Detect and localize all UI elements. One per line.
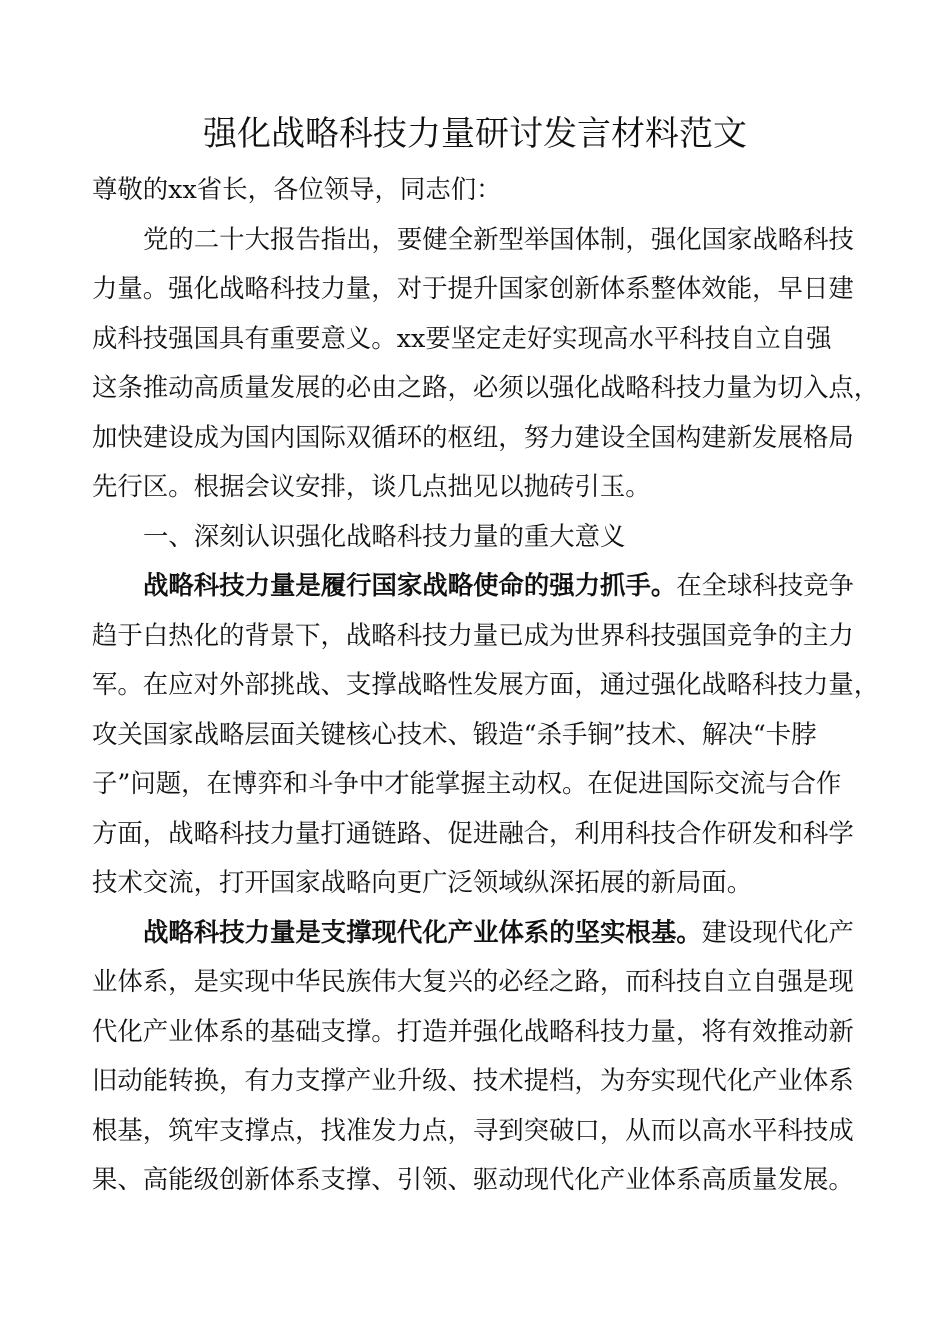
section-heading: 一、深刻认识强化战略科技力量的重大意义	[143, 520, 626, 551]
paragraph-line: 成科技强国具有重要意义。xx要坚定走好实现高水平科技自立自强	[92, 322, 832, 353]
document-title: 强化战略科技力量研讨发言材料范文	[203, 114, 747, 154]
paragraph-line: 先行区。根据会议安排，谈几点拙见以抛砖引玉。	[92, 471, 651, 501]
paragraph-industrial-foundation	[92, 908, 872, 1205]
paragraph-lead: 战略科技力量是履行国家战略使命的强力抓手。	[143, 570, 677, 600]
paragraph-text: 在全球科技竞争	[676, 570, 854, 600]
paragraph-line: 业体系，是实现中华民族伟大复兴的必经之路，而科技自立自强是现	[92, 966, 854, 996]
paragraph-line: 旧动能转换，有力支撑产业升级、技术提档，为夯实现代化产业体系	[92, 1065, 854, 1095]
paragraph-line: 这条推动高质量发展的必由之路，必须以强化战略科技力量为切入点，	[92, 372, 880, 402]
paragraph-line: 党的二十大报告指出，要健全新型举国体制，强化国家战略科技	[143, 223, 854, 254]
paragraph-lead: 战略科技力量是支撑现代化产业体系的坚实根基。	[143, 916, 702, 947]
paragraph-line	[92, 561, 872, 611]
paragraph-line: 趋于白热化的背景下，战略科技力量已成为世界科技强国竞争的主力	[92, 619, 854, 650]
paragraph-line: 子”问题，在博弈和斗争中才能掌握主动权。在促进国际交流与合作	[92, 768, 842, 798]
paragraph-text: 建设现代化产	[701, 916, 854, 947]
paragraph-line: 技术交流，打开国家战略向更广泛领域纵深拓展的新局面。	[92, 867, 753, 897]
paragraph-line	[92, 908, 872, 958]
paragraph-line: 军。在应对外部挑战、支撑战略性发展方面，通过强化战略科技力量，	[92, 669, 880, 699]
document-body	[92, 165, 880, 1205]
paragraph-line: 代化产业体系的基础支撑。打造并强化战略科技力量，将有效推动新	[92, 1015, 854, 1046]
paragraph-intro	[92, 215, 880, 512]
paragraph-line: 根基，筑牢支撑点，找准发力点，寻到突破口，从而以高水平科技成	[92, 1114, 854, 1145]
paragraph-strategic-mission	[92, 561, 880, 908]
greeting: 尊敬的xx省长，各位领导，同志们：	[92, 174, 502, 204]
paragraph-line: 力量。强化战略科技力量，对于提升国家创新体系整体效能，早日建	[92, 273, 854, 303]
paragraph-line: 加快建设成为国内国际双循环的枢纽，努力建设全国构建新发展格局	[92, 421, 854, 452]
paragraph-line: 方面，战略科技力量打通链路、促进融合，利用科技合作研发和科学	[92, 817, 854, 848]
paragraph-line: 果、高能级创新体系支撑、引领、驱动现代化产业体系高质量发展。	[92, 1164, 854, 1194]
paragraph-line: 攻关国家战略层面关键核心技术、锻造“杀手锏”技术、解决“卡脖	[92, 718, 817, 749]
